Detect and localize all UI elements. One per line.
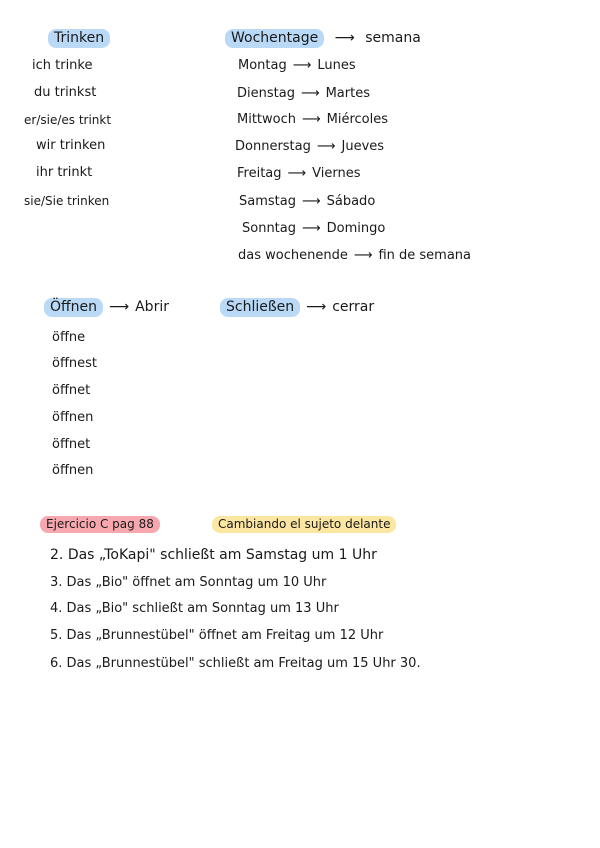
exercise-num: 6. — [50, 656, 63, 671]
oeffnen-row-5: öffnet — [52, 437, 91, 452]
arrow-icon: ⟶ — [300, 86, 320, 101]
exercise-line — [50, 601, 339, 617]
arrow-icon: ⟶ — [109, 299, 130, 315]
trinken-row-2: du trinkst — [34, 85, 97, 100]
trinken-row-1: ich trinke — [32, 58, 93, 73]
day-es: Sábado — [326, 194, 376, 209]
ejercicio-note-wrap — [212, 516, 396, 532]
day-row — [242, 221, 385, 237]
day-es: Lunes — [317, 58, 356, 73]
day-row — [238, 248, 471, 264]
arrow-icon: ⟶ — [353, 248, 373, 263]
exercise-text: Das „Brunnestübel" öffnet am Freitag um 12 Uhr — [66, 628, 384, 643]
day-es: Martes — [325, 86, 370, 101]
day-de: Freitag — [237, 166, 282, 181]
exercise-num: 5. — [50, 628, 63, 643]
wochentage-title: Wochentage — [225, 29, 324, 48]
arrow-icon: ⟶ — [302, 221, 321, 236]
trinken-title: Trinken — [48, 29, 110, 48]
day-es: Jueves — [341, 139, 385, 154]
day-row — [237, 112, 388, 128]
exercise-line — [50, 547, 377, 563]
exercise-line — [50, 656, 421, 672]
day-de: Sonntag — [242, 221, 296, 236]
schliessen-heading — [220, 299, 374, 315]
day-de: Mittwoch — [237, 112, 296, 127]
arrow-icon: ⟶ — [287, 166, 307, 181]
wochentage-translation: semana — [365, 30, 421, 46]
trinken-row-5: ihr trinkt — [36, 165, 93, 180]
oeffnen-row-1: öffne — [52, 330, 86, 345]
exercise-text: Das „Bio" schließt am Sonntag um 13 Uhr — [66, 601, 339, 616]
ejercicio-title: Ejercicio C pag 88 — [40, 516, 160, 533]
trinken-row-6: sie/Sie trinken — [24, 194, 110, 208]
oeffnen-translation: Abrir — [135, 299, 169, 315]
day-es: fin de semana — [378, 248, 472, 263]
day-row — [237, 166, 361, 182]
arrow-icon: ⟶ — [292, 58, 312, 73]
arrow-icon: ⟶ — [334, 30, 355, 46]
schliessen-translation: cerrar — [332, 299, 375, 315]
day-de: Donnerstag — [235, 139, 311, 154]
wochentage-heading — [225, 30, 421, 46]
day-es: Domingo — [326, 221, 386, 236]
exercise-line — [50, 575, 326, 591]
exercise-num: 2. — [50, 547, 64, 563]
arrow-icon: ⟶ — [316, 139, 336, 154]
oeffnen-row-2: öffnest — [52, 356, 98, 371]
day-de: Samstag — [239, 194, 296, 209]
ejercicio-heading — [40, 516, 160, 532]
exercise-num: 4. — [50, 601, 63, 616]
day-es: Viernes — [312, 166, 361, 181]
exercise-line — [50, 628, 383, 644]
trinken-row-3: er/sie/es trinkt — [24, 113, 112, 127]
exercise-text: Das „Brunnestübel" schließt am Freitag um 15 Uhr 30. — [66, 656, 421, 671]
day-row — [238, 58, 356, 74]
day-row — [235, 139, 384, 155]
day-row — [237, 86, 370, 102]
trinken-heading — [48, 30, 110, 46]
arrow-icon: ⟶ — [306, 299, 327, 315]
oeffnen-row-4: öffnen — [52, 410, 94, 425]
oeffnen-row-3: öffnet — [52, 383, 91, 398]
day-de: das wochenende — [238, 248, 348, 263]
oeffnen-row-6: öffnen — [52, 463, 94, 478]
exercise-text: Das „ToKapi" schließt am Samstag um 1 Uhr — [67, 547, 377, 563]
oeffnen-heading — [44, 299, 169, 315]
trinken-row-4: wir trinken — [36, 138, 106, 153]
day-row — [239, 194, 375, 210]
arrow-icon: ⟶ — [302, 112, 321, 127]
exercise-num: 3. — [50, 575, 63, 590]
day-de: Dienstag — [237, 86, 295, 101]
exercise-text: Das „Bio" öffnet am Sonntag um 10 Uhr — [66, 575, 327, 590]
ejercicio-note: Cambiando el sujeto delante — [212, 516, 396, 533]
day-de: Montag — [238, 58, 287, 73]
schliessen-title: Schließen — [220, 298, 300, 317]
day-es: Miércoles — [326, 112, 389, 127]
arrow-icon: ⟶ — [301, 194, 321, 209]
oeffnen-title: Öffnen — [44, 298, 103, 317]
